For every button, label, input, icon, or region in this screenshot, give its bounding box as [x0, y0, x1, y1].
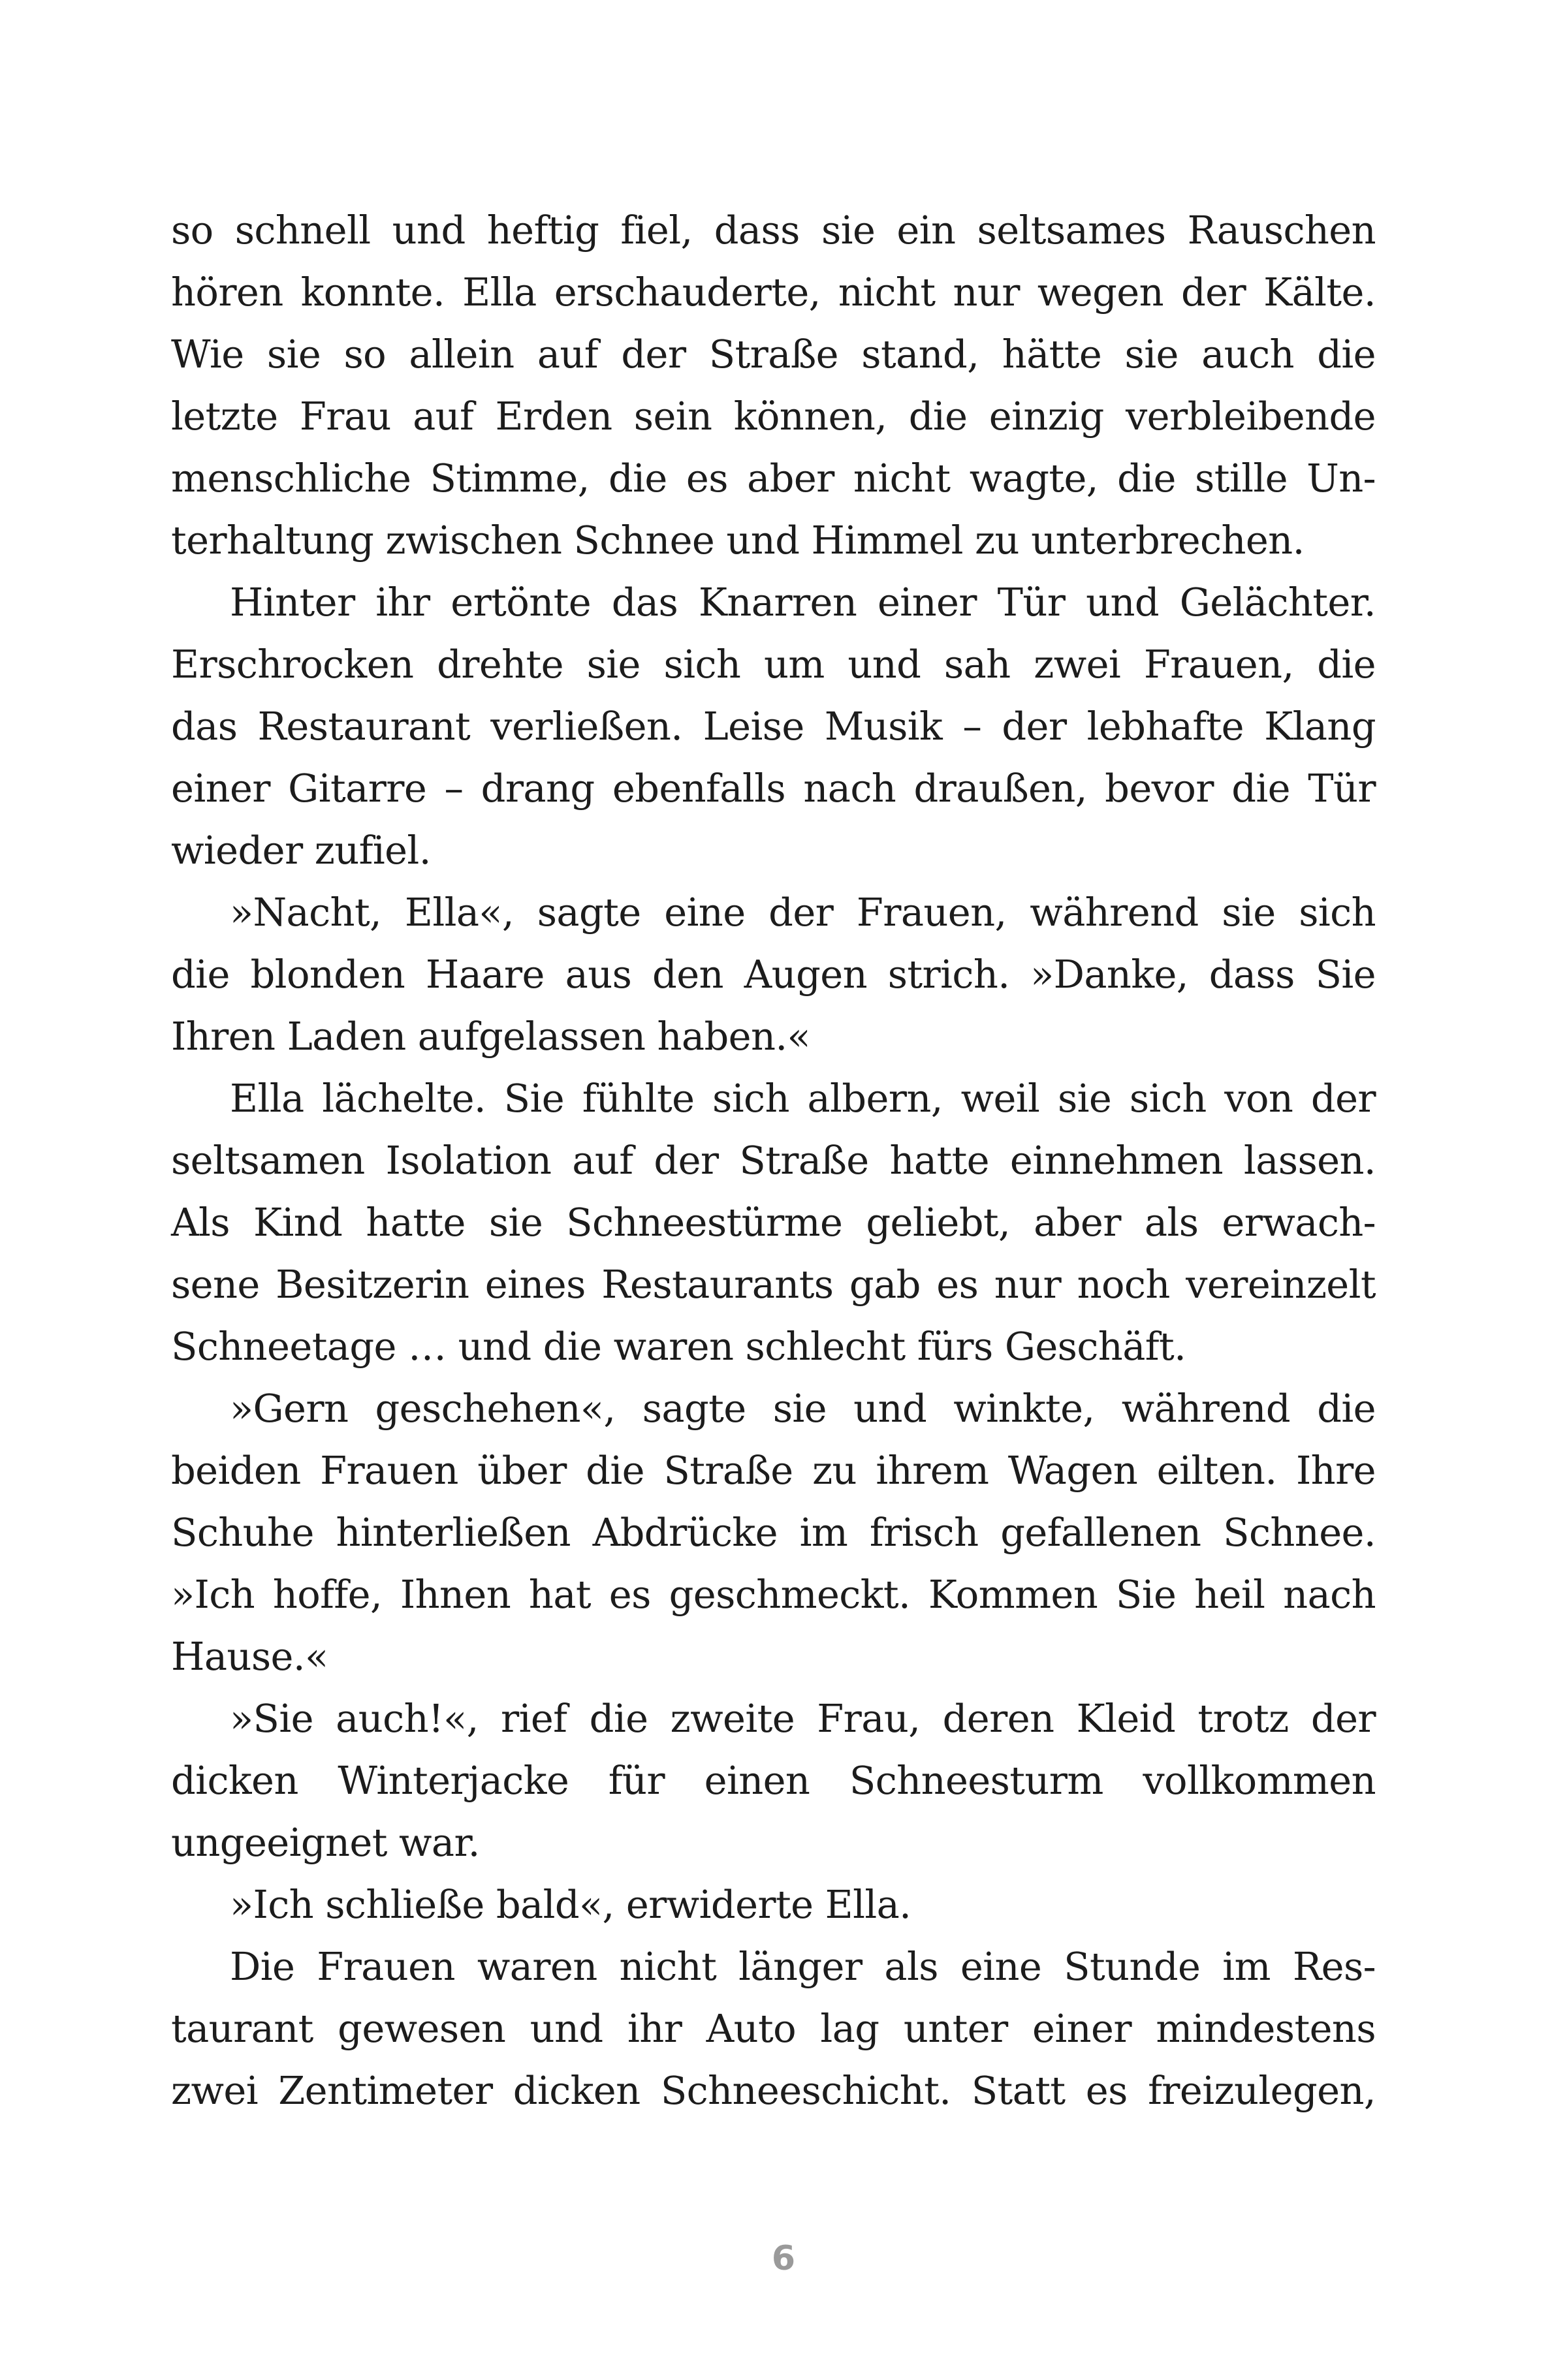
- text-line: Erschrocken drehte sie sich um und sah zwei Frauen, die: [171, 642, 1376, 687]
- text-line: so schnell und heftig fiel, dass sie ein seltsames Rauschen: [171, 208, 1376, 253]
- text-line: Hause.«: [171, 1634, 328, 1679]
- text-line: Ihren Laden aufgelassen haben.«: [171, 1014, 811, 1059]
- body-text: [171, 199, 1376, 2122]
- text-line: einer Gitarre – drang ebenfalls nach draußen, bevor die Tür: [171, 766, 1376, 811]
- text-line: seltsamen Isolation auf der Straße hatte einnehmen lassen.: [171, 1138, 1376, 1183]
- text-line: »Gern geschehen«, sagte sie und winkte, während die: [230, 1386, 1376, 1431]
- text-line: menschliche Stimme, die es aber nicht wagte, die stille Un-: [171, 456, 1376, 501]
- paragraph: [171, 1935, 1376, 2122]
- paragraph: [171, 199, 1376, 571]
- text-line: »Ich schließe bald«, erwiderte Ella.: [230, 1882, 911, 1927]
- text-line: Die Frauen waren nicht länger als eine Stunde im Res-: [230, 1944, 1376, 1989]
- text-line: sene Besitzerin eines Restaurants gab es nur noch vereinzelt: [171, 1262, 1376, 1307]
- text-line: »Ich hoffe, Ihnen hat es geschmeckt. Kommen Sie heil nach: [171, 1572, 1376, 1617]
- text-line: wieder zufiel.: [171, 828, 431, 873]
- text-line: beiden Frauen über die Straße zu ihrem Wagen eilten. Ihre: [171, 1448, 1376, 1493]
- text-line: terhaltung zwischen Schnee und Himmel zu unterbrechen.: [171, 518, 1305, 563]
- paragraph: [171, 571, 1376, 881]
- page-number: 6: [771, 2239, 796, 2278]
- text-line: »Nacht, Ella«, sagte eine der Frauen, während sie sich: [230, 890, 1376, 935]
- text-line: dicken Winterjacke für einen Schneesturm vollkommen: [171, 1758, 1376, 1803]
- text-line: Hinter ihr ertönte das Knarren einer Tür und Gelächter.: [230, 580, 1376, 625]
- text-line: taurant gewesen und ihr Auto lag unter einer mindestens: [171, 2006, 1376, 2051]
- text-line: »Sie auch!«, rief die zweite Frau, deren Kleid trotz der: [230, 1696, 1376, 1741]
- text-line: Als Kind hatte sie Schneestürme geliebt, aber als erwach-: [171, 1200, 1376, 1245]
- text-line: hören konnte. Ella erschauderte, nicht nur wegen der Kälte.: [171, 270, 1376, 315]
- text-line: letzte Frau auf Erden sein können, die einzig verbleibende: [171, 394, 1376, 439]
- text-line: ungeeignet war.: [171, 1820, 480, 1865]
- paragraph: [171, 1687, 1376, 1873]
- text-line: Ella lächelte. Sie fühlte sich albern, weil sie sich von der: [230, 1076, 1376, 1121]
- text-line: die blonden Haare aus den Augen strich. »Danke, dass Sie: [171, 952, 1376, 997]
- paragraph: [171, 1873, 1376, 1935]
- text-line: Schuhe hinterließen Abdrücke im frisch gefallenen Schnee.: [171, 1510, 1376, 1555]
- text-line: zwei Zentimeter dicken Schneeschicht. Statt es freizulegen,: [171, 2068, 1376, 2113]
- paragraph: [171, 1377, 1376, 1687]
- text-line: Wie sie so allein auf der Straße stand, hätte sie auch die: [171, 332, 1376, 377]
- paragraph: [171, 881, 1376, 1067]
- text-line: das Restaurant verließen. Leise Musik – der lebhafte Klang: [171, 704, 1376, 749]
- paragraph: [171, 1067, 1376, 1377]
- text-line: Schneetage … und die waren schlecht fürs Geschäft.: [171, 1324, 1186, 1369]
